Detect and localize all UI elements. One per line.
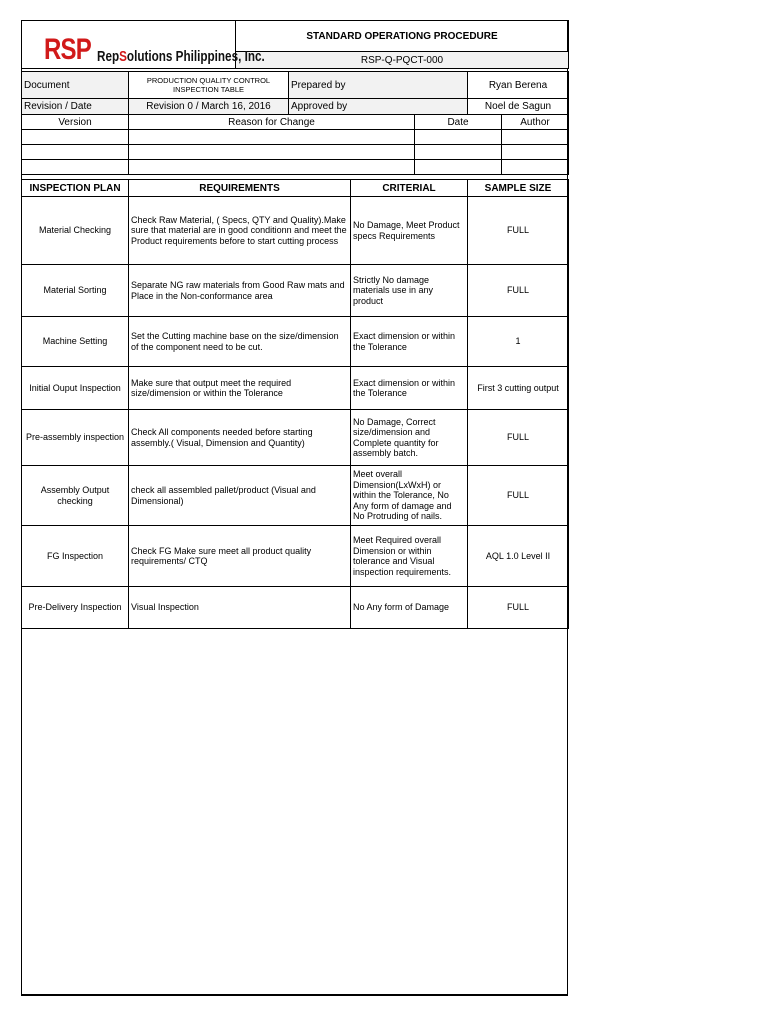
requirement: Check Raw Material, ( Specs, QTY and Quality).Make sure that material are in good conditionn and meet the Product requirements before to start cutting process — [129, 197, 351, 265]
inspection-plan: Material Sorting — [22, 265, 129, 317]
requirement: Separate NG raw materials from Good Raw mats and Place in the Non-conformance area — [129, 265, 351, 317]
requirement: check all assembled pallet/product (Visual and Dimensional) — [129, 466, 351, 526]
version-header: Version — [22, 115, 129, 130]
document-code: RSP-Q-PQCT-000 — [236, 52, 569, 69]
prepared-label: Prepared by — [289, 72, 468, 99]
inspection-plan: Pre-assembly inspection — [22, 410, 129, 466]
table-row — [22, 466, 569, 526]
inspection-plan: Pre-Delivery Inspection — [22, 587, 129, 629]
table-row — [22, 197, 569, 265]
inspection-plan: Material Checking — [22, 197, 129, 265]
criterial: No Damage, Correct size/dimension and Complete quantity for assembly batch. — [351, 410, 468, 466]
page-title: STANDARD OPERATIONG PROCEDURE — [236, 21, 569, 52]
approved-value: Noel de Sagun — [468, 99, 569, 115]
revision-label: Revision / Date — [22, 99, 129, 115]
criterial: Meet overall Dimension(LxWxH) or within the Tolerance, No Any form of damage and No Protruding of nails. — [351, 466, 468, 526]
inspection-plan: Initial Ouput Inspection — [22, 367, 129, 410]
criterial: Meet Required overall Dimension or within tolerance and Visual inspection requirements. — [351, 526, 468, 587]
logo-cell — [22, 21, 265, 69]
requirements-header: REQUIREMENTS — [129, 180, 351, 197]
criterial: No Any form of Damage — [351, 587, 468, 629]
inspection-table — [21, 179, 569, 629]
inspection-plan-header: INSPECTION PLAN — [22, 180, 129, 197]
sample-size: FULL — [468, 410, 569, 466]
table-row — [22, 367, 569, 410]
criterial: No Damage, Meet Product specs Requirements — [351, 197, 468, 265]
requirement: Make sure that output meet the required size/dimension or within the Tolerance — [129, 367, 351, 410]
reason-header: Reason for Change — [129, 115, 415, 130]
prepared-value: Ryan Berena — [468, 72, 569, 99]
criterial: Strictly No damage materials use in any product — [351, 265, 468, 317]
table-row — [22, 317, 569, 367]
sample-size: AQL 1.0 Level II — [468, 526, 569, 587]
logo-rsp: RSP — [44, 32, 91, 66]
requirement: Check All components needed before starting assembly.( Visual, Dimension and Quantity) — [129, 410, 351, 466]
sample-size: FULL — [468, 265, 569, 317]
author-header: Author — [502, 115, 569, 130]
company-logo — [22, 25, 265, 66]
table-row — [22, 587, 569, 629]
logo-company-name: RepSolutions Philippines, Inc. — [96, 47, 265, 65]
requirement: Set the Cutting machine base on the size/dimension of the component need to be cut. — [129, 317, 351, 367]
inspection-plan: FG Inspection — [22, 526, 129, 587]
document-value: PRODUCTION QUALITY CONTROL INSPECTION TABLE — [129, 72, 289, 99]
version-table — [21, 114, 569, 175]
sample-size: FULL — [468, 587, 569, 629]
sample-size: 1 — [468, 317, 569, 367]
meta-table — [21, 71, 569, 115]
table-row — [22, 410, 569, 466]
header-table — [21, 20, 569, 69]
version-row — [22, 145, 569, 160]
approved-label: Approved by — [289, 99, 468, 115]
requirement: Visual Inspection — [129, 587, 351, 629]
criterial-header: CRITERIAL — [351, 180, 468, 197]
sample-size-header: SAMPLE SIZE — [468, 180, 569, 197]
version-row — [22, 160, 569, 175]
table-row — [22, 526, 569, 587]
date-header: Date — [415, 115, 502, 130]
requirement: Check FG Make sure meet all product quality requirements/ CTQ — [129, 526, 351, 587]
criterial: Exact dimension or within the Tolerance — [351, 367, 468, 410]
inspection-plan: Assembly Output checking — [22, 466, 129, 526]
inspection-plan: Machine Setting — [22, 317, 129, 367]
revision-value: Revision 0 / March 16, 2016 — [129, 99, 289, 115]
sample-size: FULL — [468, 197, 569, 265]
version-row — [22, 130, 569, 145]
sample-size: FULL — [468, 466, 569, 526]
criterial: Exact dimension or within the Tolerance — [351, 317, 468, 367]
sample-size: First 3 cutting output — [468, 367, 569, 410]
document-label: Document — [22, 72, 129, 99]
table-row — [22, 265, 569, 317]
